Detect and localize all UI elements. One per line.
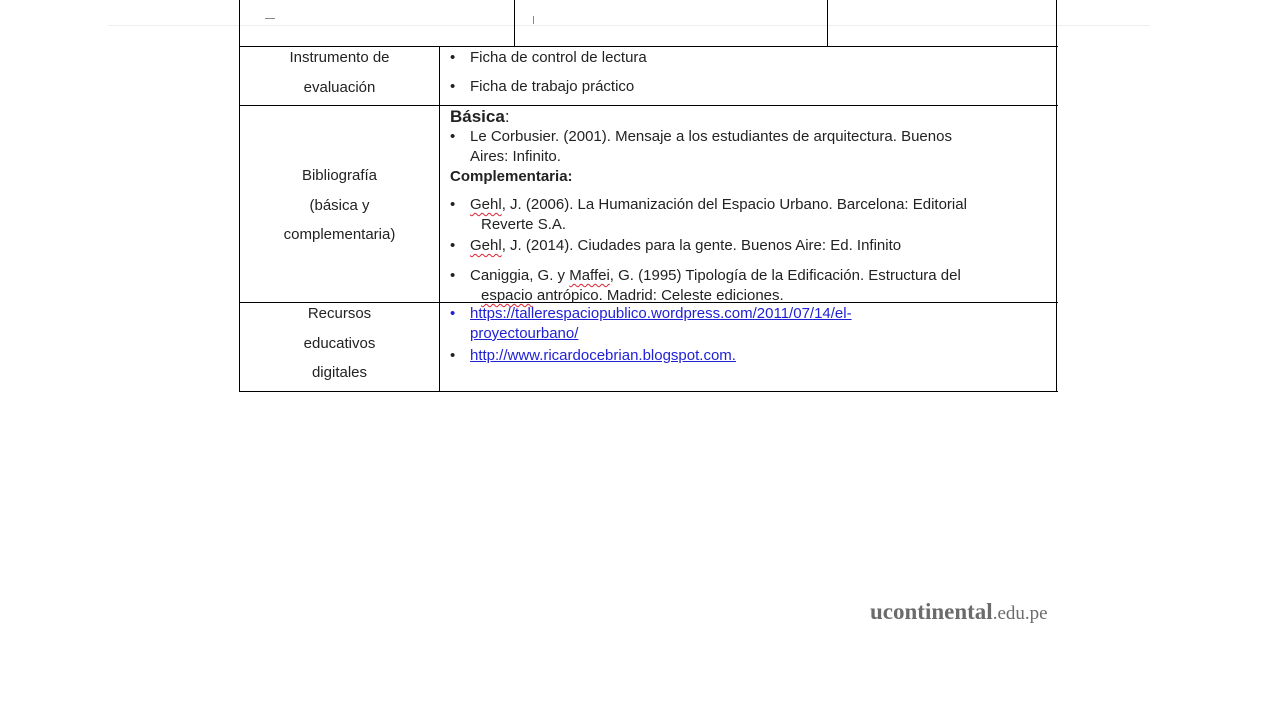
- basic-heading: Básica:: [450, 107, 510, 126]
- cropped-text-fragment: [265, 18, 275, 19]
- row-label-bibliografia: [240, 161, 439, 250]
- label-line: Recursos: [307, 305, 372, 322]
- bullet-icon: •: [450, 305, 456, 322]
- column-divider: [439, 46, 440, 392]
- table-right-border: [1056, 0, 1057, 392]
- label-line: Instrumento de: [289, 49, 390, 66]
- bibliografia-content: [450, 107, 1050, 306]
- logo-brand: ucontinental: [870, 599, 993, 624]
- column-divider: [827, 0, 828, 46]
- row-label-instrumento: [240, 43, 439, 102]
- bullet-icon: •: [450, 49, 456, 66]
- label-line: Bibliografía: [301, 167, 378, 184]
- cropped-text-fragment: [533, 16, 538, 24]
- bullet-icon: •: [450, 347, 456, 364]
- label-line: evaluación: [303, 78, 376, 96]
- column-divider: [514, 0, 515, 46]
- list-item: • Gehl, J. (2006). La Humanización del Espacio Urbano. Barcelona: Editorial Reverte S.A.: [450, 196, 967, 233]
- list-item: • Gehl, J. (2014). Ciudades para la gente. Buenos Aire: Ed. Infinito: [450, 237, 902, 254]
- page-top-edge: [108, 25, 1150, 26]
- complementary-heading: Complementaria:: [450, 168, 573, 185]
- bullet-icon: •: [450, 196, 456, 213]
- bullet-icon: •: [450, 237, 456, 254]
- bullet-icon: •: [450, 78, 456, 95]
- logo-domain: .edu.pe: [992, 603, 1048, 624]
- row-border: [239, 391, 1058, 392]
- list-item: [450, 77, 1050, 97]
- list-item: [450, 346, 1050, 366]
- recursos-list: [450, 304, 1050, 366]
- label-line: (básica y: [309, 196, 370, 214]
- university-logo: [870, 599, 1060, 625]
- link-ricardo-cebrian-blog[interactable]: http://www.ricardocebrian.blogspot.com.: [470, 347, 736, 364]
- link-taller-espacio-publico[interactable]: https://tallerespaciopublico.wordpress.com/2011/07/14/el- proyectourbano/: [470, 305, 852, 342]
- instrumento-list: [450, 48, 1050, 97]
- label-line: digitales: [311, 364, 368, 381]
- label-line: educativos: [303, 334, 376, 352]
- row-border: [239, 105, 1058, 106]
- list-item: • Caniggia, G. y Maffei, G. (1995) Tipología de la Edificación. Estructura del espacio antrópico. Madrid: Celeste ediciones.: [450, 267, 961, 304]
- list-item: • Le Corbusier. (2001). Mensaje a los estudiantes de arquitectura. Buenos Aires: Infinito.: [450, 128, 952, 165]
- list-item: [450, 48, 1050, 77]
- item-text: Ficha de trabajo práctico: [470, 78, 635, 95]
- label-line: complementaria): [283, 226, 396, 243]
- bullet-icon: •: [450, 267, 456, 284]
- list-item: [450, 304, 1050, 344]
- item-text: Ficha de control de lectura: [470, 49, 647, 66]
- bullet-icon: •: [450, 128, 456, 145]
- row-label-recursos: [240, 299, 439, 388]
